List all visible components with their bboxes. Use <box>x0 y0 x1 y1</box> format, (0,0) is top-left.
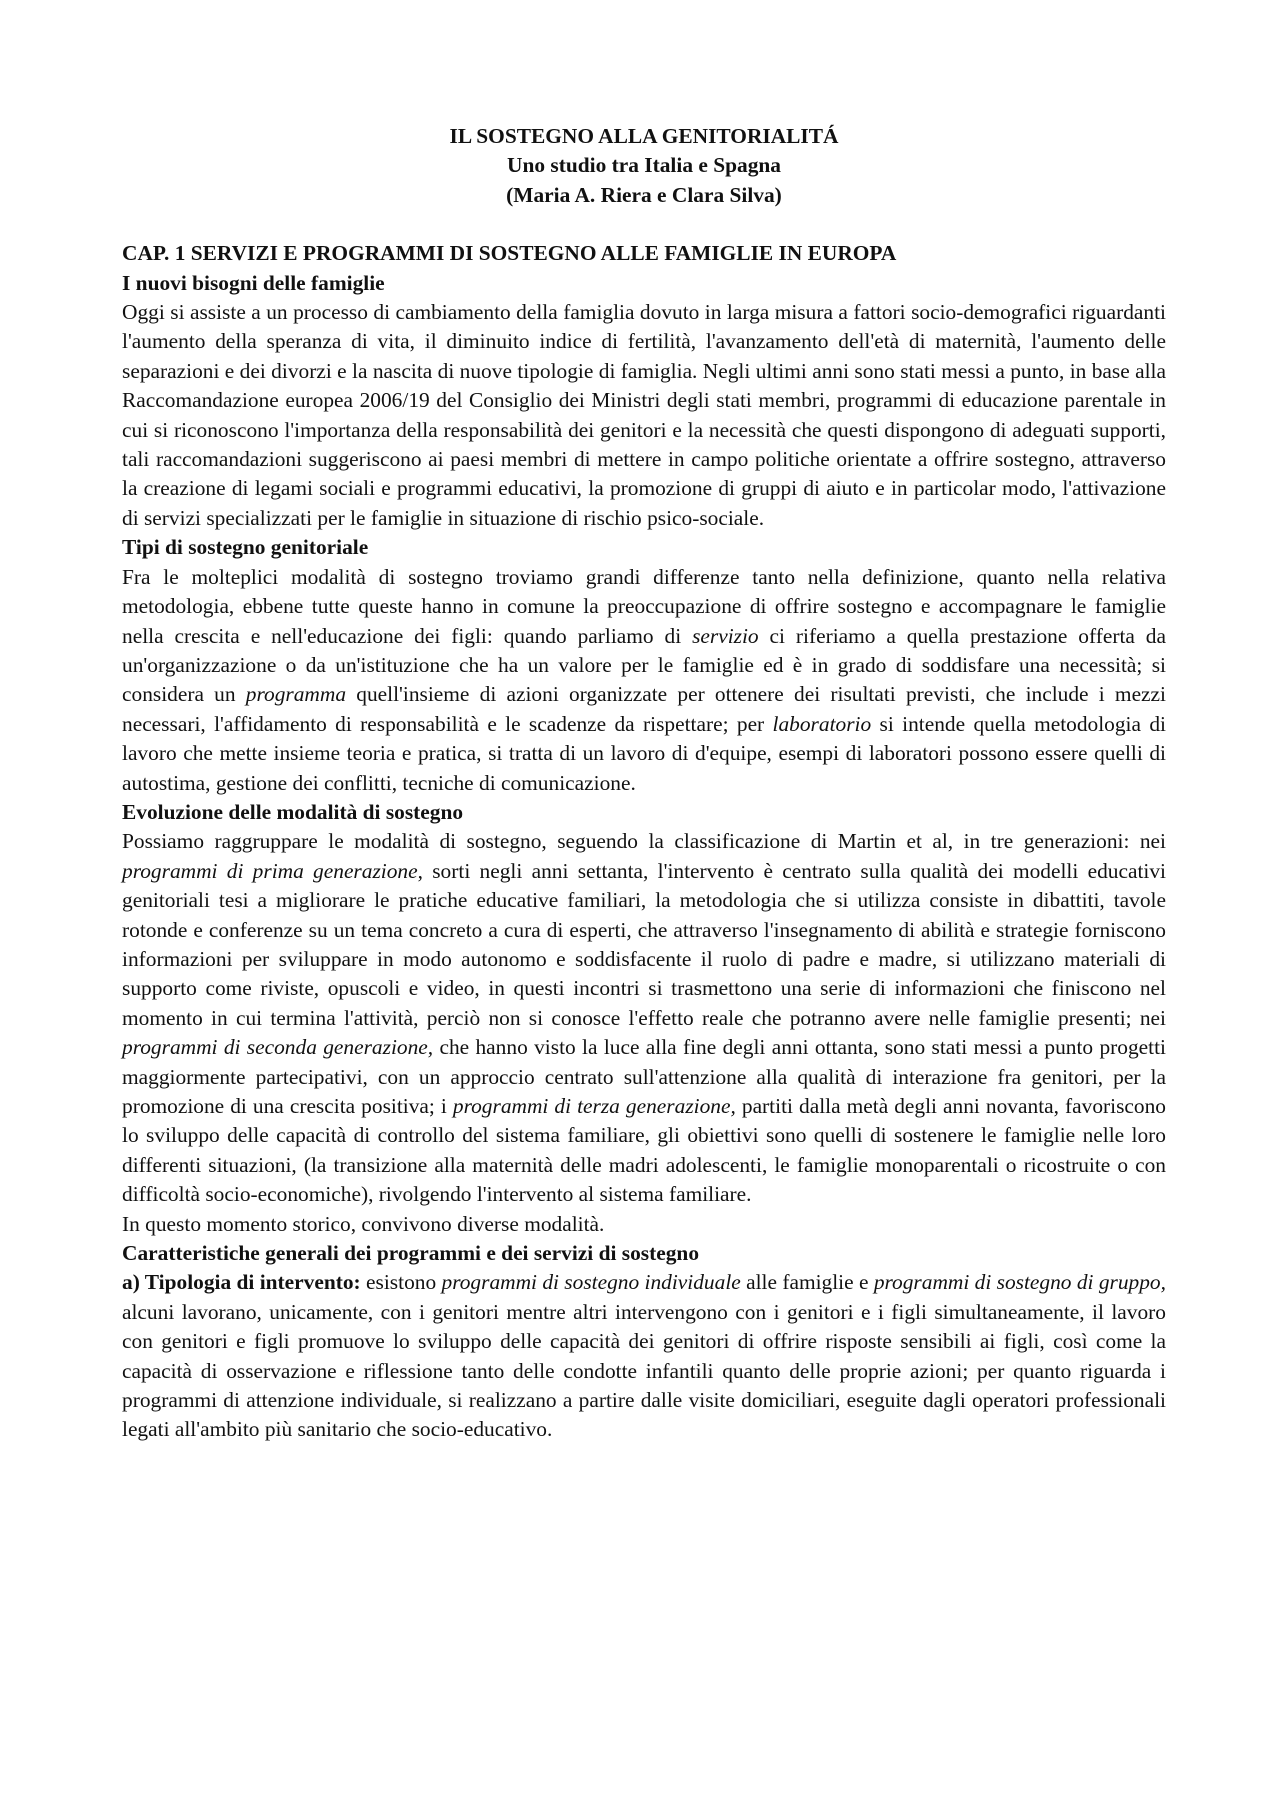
document-authors: (Maria A. Riera e Clara Silva) <box>506 182 782 207</box>
text-run: che hanno visto la luce alla fine degli anni ottanta, sono stati messi a punto progetti maggiormente partecipativi, con un approccio centrato sull'attenzione alla qualità di interazione fra genitori, per la promozione di una crescita positiva; i <box>122 1035 1166 1118</box>
paragraph-tipi-sostegno <box>122 563 1166 798</box>
text-run: si intende quella metodologia di lavoro che mette insieme teoria e pratica, si tratta di un lavoro di d'equipe, esempi di laboratori possono essere quelli di autostima, gestione dei conflitti, tecniche di comunicazione. <box>122 711 1166 795</box>
section-heading-nuovi-bisogni: I nuovi bisogni delle famiglie <box>122 270 385 295</box>
text-run: ci riferiamo a quella prestazione offerta da un'organizzazione o da un'istituzione che ha un valore per le famiglie ed è in grado di soddisfare una necessità; si considera un <box>122 623 1166 707</box>
paragraph-evoluzione <box>122 827 1166 1209</box>
italic-term-servizio: servizio <box>692 623 759 648</box>
section-heading-caratteristiche: Caratteristiche generali dei programmi e dei servizi di sostegno <box>122 1241 700 1266</box>
italic-term-programma: programma <box>245 682 347 707</box>
document-subtitle: Uno studio tra Italia e Spagna <box>507 153 781 178</box>
document-page <box>122 122 1166 1445</box>
text-run: quell'insieme di azioni organizzate per ottenere dei risultati previsti, che include i mezzi necessari, l'affidamento di responsabilità e le scadenze da rispettare; per <box>122 682 1166 736</box>
italic-term-laboratorio: laboratorio <box>772 711 872 736</box>
section-heading-tipi-sostegno: Tipi di sostegno genitoriale <box>122 535 369 560</box>
text-run: Possiamo raggruppare le modalità di sostegno, seguendo la classificazione di Martin et al, in tre generazioni: nei <box>122 829 1166 854</box>
text-run: alcuni lavorano, unicamente, con i genitori mentre altri intervengono con i genitori e i figli simultaneamente, il lavoro con genitori e figli promuove lo sviluppo delle capacità dei genitori di offrire risposte sensibili ai figli, così come la capacità di osservazione e riflessione tanto delle condotte infantili quanto delle proprie azioni; per quanto riguarda i programmi di attenzione individuale, si realizzano a partire dalle visite domiciliari, eseguite dagli operatori professionali legati all'ambito più sanitario che socio-educativo. <box>122 1299 1166 1442</box>
chapter-heading: CAP. 1 SERVIZI E PROGRAMMI DI SOSTEGNO ALLE FAMIGLIE IN EUROPA <box>122 241 897 266</box>
section-heading-evoluzione: Evoluzione delle modalità di sostegno <box>122 799 464 824</box>
paragraph-nuovi-bisogni: Oggi si assiste a un processo di cambiamento della famiglia dovuto in larga misura a fattori socio-demografici riguardanti l'aumento della speranza di vita, il diminuito indice di fertilità, l'avanzamento dell'età di maternità, l'aumento delle separazioni e dei divorzi e la nascita di nuove tipologie di famiglia. Negli ultimi anni sono stati messi a punto, in base alla Raccomandazione europea 2006/19 del Consiglio dei Ministri degli stati membri, programmi di educazione parentale in cui si riconoscono l'importanza della responsabilità dei genitori e la necessità che questi dispongono di adeguati supporti, tali raccomandazioni suggeriscono ai paesi membri di mettere in campo politiche orientate a offrire sostegno, attraverso la creazione di legami sociali e programmi educativi, la promozione di gruppi di aiuto e in particolar modo, l'attivazione di servizi specializzati per le famiglie in situazione di rischio psico-sociale. <box>122 300 1166 530</box>
paragraph-modalita-convivono: In questo momento storico, convivono diverse modalità. <box>122 1211 605 1236</box>
document-title: IL SOSTEGNO ALLA GENITORIALITÁ <box>449 124 839 148</box>
text-run: alle famiglie e <box>740 1270 874 1295</box>
text-run: partiti dalla metà degli anni novanta, favoriscono lo sviluppo delle capacità di controllo del sistema familiare, gli obiettivi sono quelli di sostenere le famiglie nelle loro differenti situazioni, (la transizione alla maternità delle madri adolescenti, le famiglie monoparentali o ricostruite o con difficoltà socio-economiche), rivolgendo l'intervento al sistema familiare. <box>122 1094 1166 1207</box>
text-run: esistono <box>360 1270 442 1295</box>
italic-term-terza-generazione: programmi di terza generazione, <box>452 1094 736 1118</box>
italic-term-prima-generazione: programmi di prima generazione <box>122 858 418 883</box>
italic-term-sostegno-individuale: programmi di sostegno individuale <box>441 1270 741 1295</box>
title-block <box>122 122 1166 210</box>
text-run: Fra le molteplici modalità di sostegno troviamo grandi differenze tanto nella definizione, quanto nella relativa metodologia, ebbene tutte queste hanno in comune la preoccupazione di offrire sostegno e accompagnare le famiglie nella crescita e nell'educazione dei figli: quando parliamo di <box>122 564 1166 648</box>
italic-term-seconda-generazione: programmi di seconda generazione, <box>122 1035 434 1060</box>
paragraph-tipologia-intervento <box>122 1268 1166 1444</box>
italic-term-sostegno-gruppo: programmi di sostegno di gruppo, <box>873 1270 1166 1295</box>
bold-label-tipologia: a) Tipologia di intervento: <box>122 1270 361 1295</box>
text-run: , sorti negli anni settanta, l'intervento è centrato sulla qualità dei modelli educativi genitoriali tesi a migliorare le pratiche educative familiari, la metodologia che si utilizza consiste in dibattiti, tavole rotonde e conferenze su un tema concreto a cura di esperti, che attraverso l'insegnamento di abilità e strategie forniscono informazioni per sviluppare in modo autonomo e soddisfacente il ruolo di padre e madre, si utilizzano materiali di supporto come riviste, opuscoli e video, in questi incontri si trasmettono una serie di informazioni che finiscono nel momento in cui termina l'attività, perciò non si conosce l'effetto reale che potranno avere nelle famiglie presenti; nei <box>122 858 1166 1030</box>
